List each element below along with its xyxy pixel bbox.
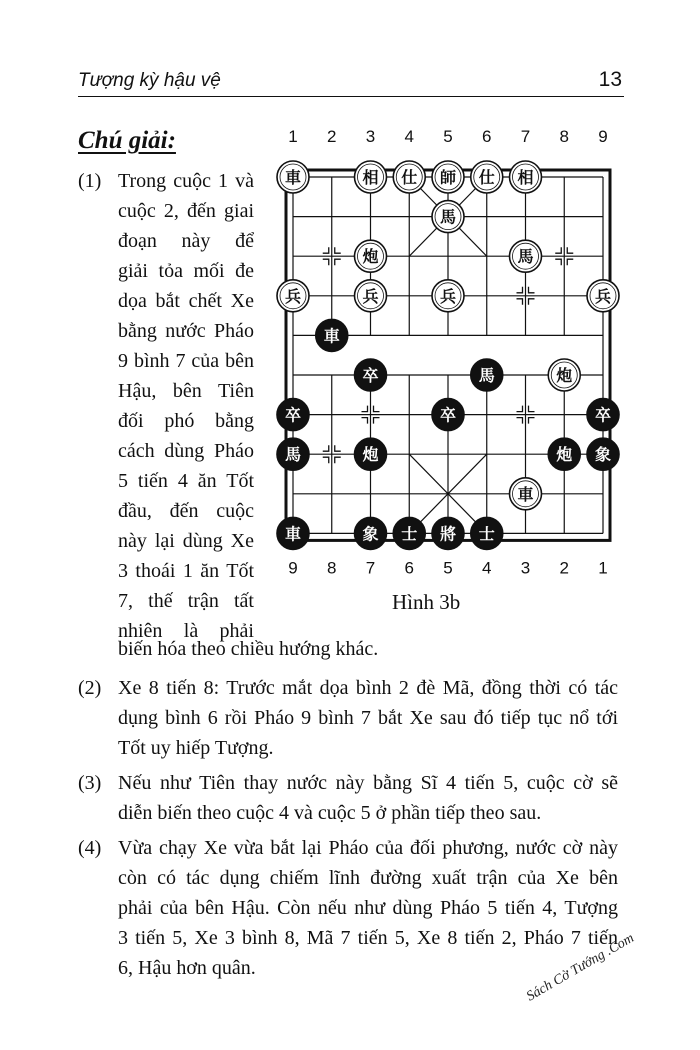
- point-marker: [323, 445, 329, 451]
- point-marker: [517, 406, 523, 412]
- note-number: (3): [78, 772, 102, 794]
- note-line: 3 tiến 5, Xe 3 bình 8, Mã 7 tiến 5, Xe 8 tiến 2, Pháo 7 tiến: [118, 927, 618, 949]
- note-line: 7, thế trận tất: [118, 590, 254, 612]
- file-label-bottom: 1: [598, 558, 608, 578]
- piece-label: 卒: [439, 405, 457, 425]
- point-marker: [555, 247, 561, 253]
- point-marker: [374, 406, 380, 412]
- piece-label: 炮: [556, 366, 573, 385]
- point-marker: [323, 259, 329, 265]
- note-line: còn có tác dụng chiếm lĩnh đường xuất trận của Xe bên: [118, 867, 618, 889]
- point-marker: [567, 247, 573, 253]
- piece-label: 相: [517, 168, 534, 187]
- xiangqi-board: [270, 124, 630, 594]
- note-line: giải tỏa mối đe: [118, 260, 254, 282]
- piece-label: 將: [439, 524, 457, 544]
- piece-label: 車: [284, 524, 302, 544]
- point-marker: [555, 259, 561, 265]
- point-marker: [529, 287, 535, 293]
- piece-label: 馬: [478, 366, 495, 385]
- figure-caption: Hình 3b: [392, 590, 461, 614]
- note-line: cuộc 2, đến giai: [118, 200, 254, 222]
- piece-label: 兵: [439, 286, 457, 306]
- file-label-bottom: 5: [443, 558, 453, 578]
- piece-label: 車: [323, 326, 340, 346]
- point-marker: [335, 445, 341, 451]
- note-line: Trong cuộc 1 và: [118, 170, 254, 192]
- file-label-bottom: 7: [365, 558, 376, 578]
- file-label-bottom: 3: [520, 558, 531, 578]
- point-marker: [529, 418, 535, 424]
- note-line: 9 bình 7 của bên: [118, 350, 254, 372]
- piece-label: 卒: [594, 405, 612, 425]
- file-label-top: 8: [559, 127, 569, 146]
- piece-label: 車: [517, 484, 534, 504]
- note-body: [118, 768, 618, 828]
- piece-label: 馬: [517, 247, 534, 267]
- section-title: Chú giải:: [78, 127, 176, 154]
- note-line: đối phó bằng: [118, 410, 254, 432]
- note-number: (1): [78, 170, 102, 192]
- note-line: đầu, đến cuộc: [118, 500, 254, 522]
- piece-label: 炮: [362, 247, 379, 267]
- note-line: đoạn này để: [118, 230, 254, 252]
- note-line: cách dùng Pháo: [118, 440, 254, 462]
- point-marker: [517, 418, 523, 424]
- note-line: Hậu, bên Tiên: [118, 380, 254, 402]
- note-line: Xe 8 tiến 8: Trước mắt dọa bình 2 đè Mã, đồng thời có tác: [118, 677, 618, 699]
- note-line: bằng nước Pháo: [118, 320, 254, 342]
- note-body: [118, 833, 618, 983]
- piece-label: 師: [439, 168, 457, 187]
- note-line: phải của bên Hậu. Còn nếu như dùng Pháo 5 tiến 4, Tượng: [118, 897, 618, 919]
- piece-label: 車: [284, 168, 302, 187]
- piece-label: 士: [401, 524, 418, 544]
- note-line: nhiên là phải: [118, 620, 254, 642]
- point-marker: [323, 457, 329, 463]
- piece-label: 仕: [401, 168, 418, 187]
- file-label-top: 9: [598, 127, 608, 146]
- file-label-top: 3: [365, 127, 376, 146]
- note-line: 6, Hậu hơn quân.: [118, 957, 256, 979]
- file-label-top: 1: [288, 127, 298, 146]
- note-line: dọa bắt chết Xe: [118, 290, 254, 312]
- point-marker: [517, 299, 523, 305]
- note-line: Vừa chạy Xe vừa bắt lại Pháo của đối phương, nước cờ này: [118, 837, 618, 859]
- piece-label: 象: [362, 524, 379, 544]
- page-number: 13: [598, 68, 622, 91]
- note-number: (2): [78, 677, 102, 699]
- note-line: 5 tiến 4 ăn Tốt: [118, 470, 254, 492]
- file-label-top: 2: [327, 127, 337, 146]
- point-marker: [323, 247, 329, 253]
- file-label-top: 6: [482, 127, 492, 146]
- note-line: này lại dùng Xe: [118, 530, 254, 552]
- piece-label: 馬: [284, 445, 302, 465]
- point-marker: [362, 406, 368, 412]
- point-marker: [529, 406, 535, 412]
- file-label-bottom: 2: [559, 558, 569, 578]
- note-line: 3 thoái 1 ăn Tốt: [118, 560, 254, 582]
- piece-label: 炮: [362, 445, 379, 465]
- point-marker: [374, 418, 380, 424]
- note-line: diễn biến theo cuộc 4 và cuộc 5 ở phần tiếp theo sau.: [118, 802, 542, 824]
- piece-label: 卒: [362, 366, 379, 385]
- point-marker: [335, 457, 341, 463]
- file-label-top: 7: [520, 127, 531, 146]
- note-line: dụng bình 6 rồi Pháo 9 bình 7 bắt Xe sau đó tiếp tục nổ tới: [118, 707, 618, 729]
- piece-label: 相: [362, 168, 379, 187]
- point-marker: [362, 418, 368, 424]
- piece-label: 象: [594, 445, 612, 465]
- note-number: (4): [78, 837, 102, 859]
- piece-label: 馬: [439, 207, 457, 227]
- piece-label: 士: [478, 524, 495, 544]
- note-line: Tốt uy hiếp Tượng.: [118, 737, 274, 759]
- point-marker: [529, 299, 535, 305]
- running-header: [78, 66, 624, 97]
- xiangqi-diagram: [270, 124, 630, 624]
- piece-label: 兵: [284, 286, 302, 306]
- file-label-bottom: 6: [404, 558, 414, 578]
- piece-label: 卒: [284, 405, 302, 425]
- header-title: Tượng kỳ hậu vệ: [78, 70, 221, 91]
- piece-label: 炮: [556, 445, 573, 465]
- file-label-top: 4: [404, 127, 414, 146]
- point-marker: [517, 287, 523, 293]
- file-label-bottom: 9: [288, 558, 298, 578]
- point-marker: [335, 259, 341, 265]
- watermark: Sách Cờ Tướng .Com: [524, 930, 637, 1005]
- note-line: Nếu như Tiên thay nước này bằng Sĩ 4 tiến 5, cuộc cờ sẽ: [118, 772, 618, 794]
- note-body: [118, 166, 254, 646]
- file-label-bottom: 8: [327, 558, 337, 578]
- note-line: biến hóa theo chiều hướng khác.: [118, 638, 379, 660]
- file-label-bottom: 4: [482, 558, 492, 578]
- note-body: [118, 673, 618, 763]
- point-marker: [335, 247, 341, 253]
- file-label-top: 5: [443, 127, 453, 146]
- piece-label: 兵: [594, 286, 612, 306]
- piece-label: 仕: [478, 168, 495, 187]
- piece-label: 兵: [362, 286, 379, 306]
- point-marker: [567, 259, 573, 265]
